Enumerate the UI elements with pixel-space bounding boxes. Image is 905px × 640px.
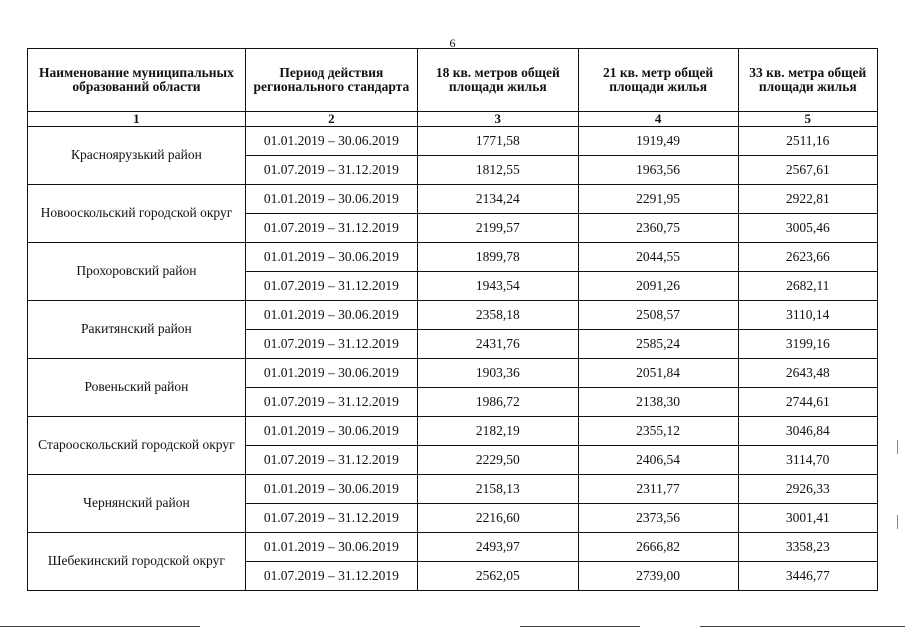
municipality-name: Ровеньский район [28,359,246,417]
value-33-sqm: 3446,77 [738,562,877,591]
value-18-sqm: 1771,58 [417,127,578,156]
value-33-sqm: 2922,81 [738,185,877,214]
value-21-sqm: 2666,82 [578,533,738,562]
value-33-sqm: 2682,11 [738,272,877,301]
value-18-sqm: 2229,50 [417,446,578,475]
value-21-sqm: 2291,95 [578,185,738,214]
table-row [28,417,878,446]
value-21-sqm: 2406,54 [578,446,738,475]
period-cell: 01.07.2019 – 31.12.2019 [245,562,417,591]
value-21-sqm: 2138,30 [578,388,738,417]
municipality-name: Прохоровский район [28,243,246,301]
value-33-sqm: 3001,41 [738,504,877,533]
header-21-sqm: 21 кв. метр общей площади жилья [578,49,738,112]
period-cell: 01.07.2019 – 31.12.2019 [245,214,417,243]
table-row [28,185,878,214]
value-33-sqm: 3005,46 [738,214,877,243]
period-cell: 01.07.2019 – 31.12.2019 [245,504,417,533]
table-body [28,127,878,591]
header-18-sqm: 18 кв. метров общей площади жилья [417,49,578,112]
municipality-name: Новооскольский городской округ [28,185,246,243]
value-21-sqm: 2044,55 [578,243,738,272]
value-33-sqm: 3358,23 [738,533,877,562]
scan-edge-line [520,626,640,627]
value-33-sqm: 2926,33 [738,475,877,504]
municipality-name: Старооскольский городской округ [28,417,246,475]
value-21-sqm: 1919,49 [578,127,738,156]
table-row [28,533,878,562]
table-row [28,243,878,272]
period-cell: 01.01.2019 – 30.06.2019 [245,533,417,562]
housing-standard-table [27,48,878,591]
value-21-sqm: 2739,00 [578,562,738,591]
column-number: 2 [245,112,417,127]
table-row [28,301,878,330]
header-period: Период действия регионального стандарта [245,49,417,112]
municipality-name: Ракитянский район [28,301,246,359]
value-33-sqm: 2567,61 [738,156,877,185]
value-18-sqm: 2199,57 [417,214,578,243]
value-33-sqm: 2623,66 [738,243,877,272]
table-row [28,359,878,388]
value-21-sqm: 2091,26 [578,272,738,301]
value-18-sqm: 1812,55 [417,156,578,185]
column-number: 1 [28,112,246,127]
value-18-sqm: 2358,18 [417,301,578,330]
period-cell: 01.07.2019 – 31.12.2019 [245,388,417,417]
value-18-sqm: 1943,54 [417,272,578,301]
value-21-sqm: 2355,12 [578,417,738,446]
column-number: 3 [417,112,578,127]
period-cell: 01.01.2019 – 30.06.2019 [245,127,417,156]
period-cell: 01.07.2019 – 31.12.2019 [245,446,417,475]
value-33-sqm: 3046,84 [738,417,877,446]
period-cell: 01.01.2019 – 30.06.2019 [245,417,417,446]
period-cell: 01.01.2019 – 30.06.2019 [245,301,417,330]
header-33-sqm: 33 кв. метра общей площади жилья [738,49,877,112]
value-33-sqm: 2643,48 [738,359,877,388]
period-cell: 01.01.2019 – 30.06.2019 [245,243,417,272]
page-number: 6 [449,36,456,50]
table-header-row [28,49,878,112]
scan-edge-line [700,626,905,627]
period-cell: 01.07.2019 – 31.12.2019 [245,272,417,301]
scan-edge-line [0,626,200,627]
value-21-sqm: 1963,56 [578,156,738,185]
value-21-sqm: 2373,56 [578,504,738,533]
municipality-name: Шебекинский городской округ [28,533,246,591]
header-municipality: Наименование муниципальных образований области [28,49,246,112]
value-18-sqm: 2182,19 [417,417,578,446]
table-row [28,475,878,504]
value-18-sqm: 2216,60 [417,504,578,533]
period-cell: 01.07.2019 – 31.12.2019 [245,330,417,359]
period-cell: 01.01.2019 – 30.06.2019 [245,359,417,388]
period-cell: 01.01.2019 – 30.06.2019 [245,475,417,504]
period-cell: 01.07.2019 – 31.12.2019 [245,156,417,185]
value-18-sqm: 2134,24 [417,185,578,214]
scan-mark [897,515,898,529]
value-21-sqm: 2311,77 [578,475,738,504]
value-21-sqm: 2051,84 [578,359,738,388]
value-18-sqm: 2562,05 [417,562,578,591]
value-18-sqm: 2158,13 [417,475,578,504]
value-18-sqm: 2493,97 [417,533,578,562]
column-numbers-row [28,112,878,127]
column-number: 5 [738,112,877,127]
period-cell: 01.01.2019 – 30.06.2019 [245,185,417,214]
value-33-sqm: 2744,61 [738,388,877,417]
column-number: 4 [578,112,738,127]
value-21-sqm: 2585,24 [578,330,738,359]
value-21-sqm: 2360,75 [578,214,738,243]
value-18-sqm: 1903,36 [417,359,578,388]
value-33-sqm: 3114,70 [738,446,877,475]
scan-mark [897,440,898,454]
value-33-sqm: 3199,16 [738,330,877,359]
value-33-sqm: 3110,14 [738,301,877,330]
value-18-sqm: 1986,72 [417,388,578,417]
municipality-name: Чернянский район [28,475,246,533]
value-18-sqm: 1899,78 [417,243,578,272]
municipality-name: Красноярузький район [28,127,246,185]
value-18-sqm: 2431,76 [417,330,578,359]
table-row [28,127,878,156]
value-21-sqm: 2508,57 [578,301,738,330]
value-33-sqm: 2511,16 [738,127,877,156]
